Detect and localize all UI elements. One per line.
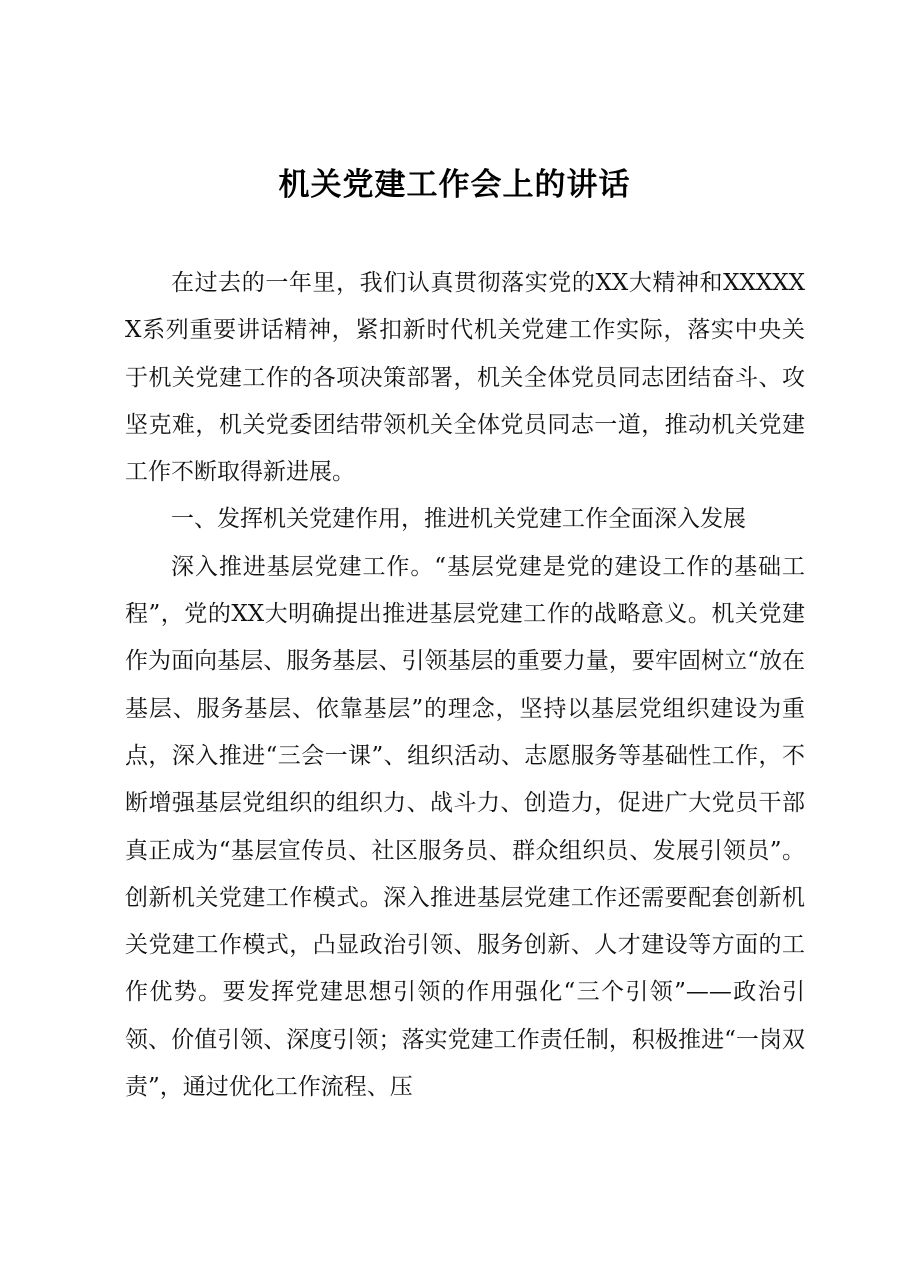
document-body <box>125 260 805 1111</box>
document-title: 机关党建工作会上的讲话 <box>278 167 631 203</box>
paragraph-section-1: 深入推进基层党建工作。“基层党建是党的建设工作的基础工程”，党的XX大明确提出推进基层党建工作的战略意义。机关党建作为面向基层、服务基层、引领基层的重要力量，要牢固树立“放在基层、服务基层、依靠基层”的理念，坚持以基层党组织建设为重点，深入推进“三会一课”、组织活动、志愿服务等基础性工作，不断增强基层党组织的组织力、战斗力、创造力，促进广大党员干部真正成为“基层宣传员、社区服务员、群众组织员、发展引领员”。创新机关党建工作模式。深入推进基层党建工作还需要配套创新机关党建工作模式，凸显政治引领、服务创新、人才建设等方面的工作优势。要发挥党建思想引领的作用强化“三个引领”——政治引领、价值引领、深度引领；落实党建工作责任制，积极推进“一岗双责”，通过优化工作流程、压 <box>125 553 805 1101</box>
paragraph-intro: 在过去的一年里，我们认真贯彻落实党的XX大精神和XXXXXX系列重要讲话精神，紧扣新时代机关党建工作实际，落实中央关于机关党建工作的各项决策部署，机关全体党员同志团结奋斗、攻坚克难，机关党委团结带领机关全体党员同志一道，推动机关党建工作不断取得新进展。 <box>125 270 805 486</box>
section-heading-1: 一、发挥机关党建作用，推进机关党建工作全面深入发展 <box>171 506 746 533</box>
